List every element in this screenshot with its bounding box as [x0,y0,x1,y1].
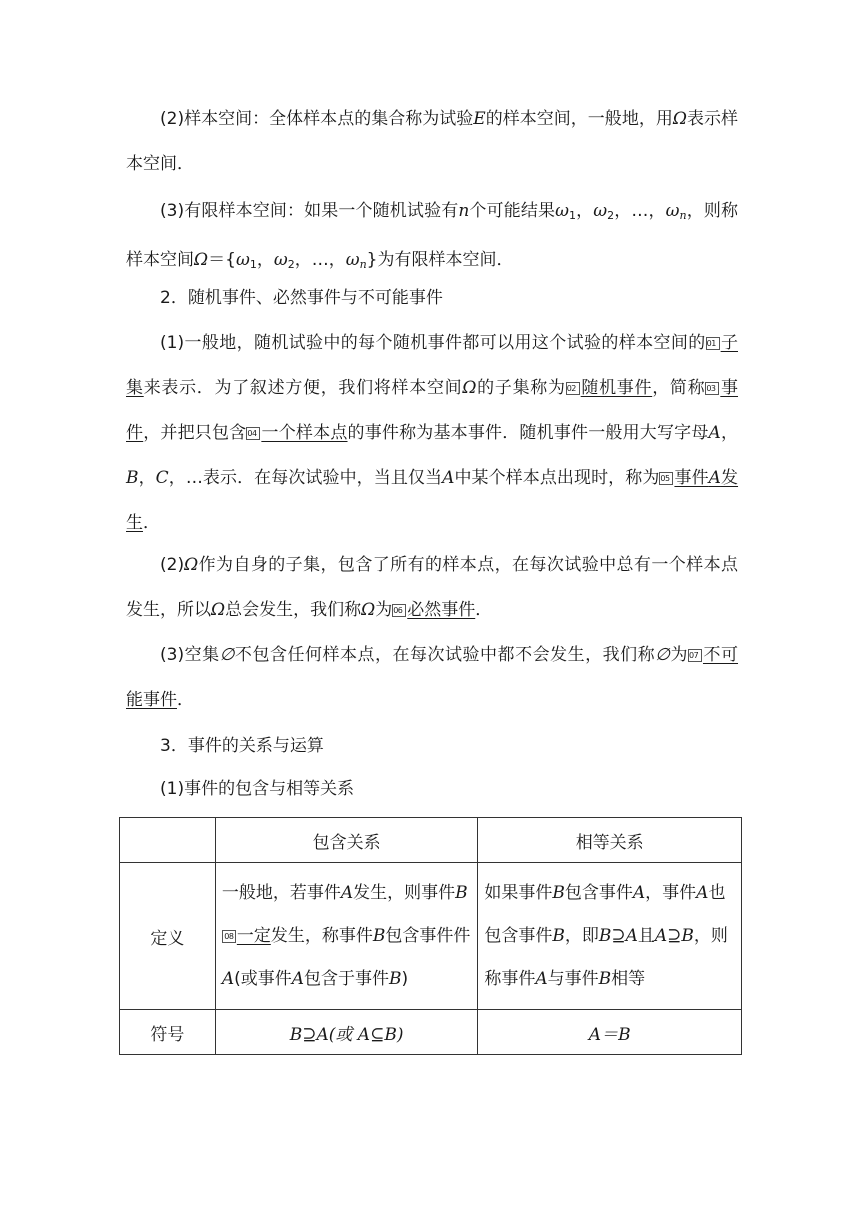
para-sample-space [126,97,738,187]
math-A: A [340,882,354,903]
math-A: A [291,968,305,989]
text: ， [294,250,312,270]
text: ，则称事件 [484,925,728,989]
math-B: B [552,925,565,946]
text: 个可能结果 [469,201,556,221]
section-heading-3: 3．事件的关系与运算 [160,736,324,756]
text: 事件 [674,468,709,488]
text: 发生，则事件 [353,882,456,903]
text: }为有限样本空间． [366,250,514,270]
text: ，简称 [652,378,706,398]
text: (1)一般地，随机试验中的每个随机事件都可以用这个试验的样本空间的 [160,333,706,353]
math-omega: Ω [672,109,687,129]
math-B: B [455,882,468,903]
text: (3)空集 [160,645,220,665]
math-B: B [372,925,386,946]
text: ，…表示．在每次试验中，当且仅当 [168,468,443,488]
text: 来表示．为了叙述方便，我们将样本空间 [143,378,463,398]
subscript: 1 [249,258,257,271]
text: ， [575,201,594,221]
subsection-heading-3-1: (1)事件的包含与相等关系 [160,779,355,799]
math-A: A [221,968,235,989]
text: 中某个样本点出现时，称为 [454,468,660,488]
event-relation-table [119,817,742,1055]
text: ，则称样本空间 [126,201,739,270]
math-omega: Ω [361,600,376,620]
text: ， [720,423,739,443]
text: ，即 [564,925,599,946]
math-omega-lower: ω [273,250,288,270]
table-cell-definition-equality [478,863,742,1010]
text: 的子集称为 [476,378,566,398]
math-relation: A⊇B [654,925,694,946]
table-row [120,1010,742,1055]
blank-number-badge: 08 [222,930,236,943]
math-omega: Ω [194,250,209,270]
answer-blank: 随机事件 [580,378,653,398]
math-B: B [598,968,612,989]
math-omega: Ω [211,600,226,620]
subscript: n [359,258,367,271]
text: ． [143,513,160,533]
text: 一般地，若事件 [221,882,341,903]
subscript: 1 [568,209,576,222]
text: ． [475,600,493,620]
text: 包含事件 [385,925,454,946]
para-impossible-event [126,633,738,723]
math-empty-set: ∅ [219,645,235,665]
text: 与事件 [547,968,599,989]
text: 也包含事件 [484,882,726,946]
text: 作为自身的子集，包含了所有的样本点，在每次试验中总有一个样本点发生，所以 [126,555,738,620]
text: 不包含任何样本点，在每次试验中都不会发生，我们称 [234,645,656,665]
text: ， [328,250,346,270]
text: 发生，称事件 [270,925,373,946]
text: 的样本空间，一般地，用 [485,109,673,129]
text: ，事件 [645,882,697,903]
text: ， [138,468,156,488]
math-omega-lower: ω [555,201,569,221]
math-relation: B⊇A [598,925,638,946]
blank-number-badge: 05 [659,472,673,485]
subscript: 2 [607,209,615,222]
text: 如果事件 [484,882,553,903]
answer-blank: 不可能事件 [126,645,739,710]
math-omega-lower: ω [665,201,680,221]
math-A: A [696,882,709,903]
answer-blank: 一个样本点 [261,423,348,443]
answer-blank: 必然事件 [407,600,476,620]
table-cell-definition-inclusion [215,863,478,1010]
table-header-cell: 包含关系 [215,818,478,863]
math-B: B [552,882,565,903]
blank-number-badge: 01 [706,337,720,350]
answer-blank: 子集 [126,333,738,398]
text: (或事件 [234,968,292,989]
text: ． [177,690,194,710]
para-finite-sample-space [126,189,738,287]
blank-number-badge: 04 [246,427,260,440]
math-A: A [708,423,721,443]
section-heading-2: 2．随机事件、必然事件与不可能事件 [160,288,443,308]
math-C: C [155,468,169,488]
table-row [120,863,742,1010]
text: 为 [669,645,688,665]
text: 的事件称为基本事件．随机事件一般用大写字母 [347,423,709,443]
text: (2)样本空间：全体样本点的集合称为试验 [160,109,474,129]
text: 为 [375,600,393,620]
math-omega-lower: ω [345,250,360,270]
text: ) [401,968,409,989]
row-label: 定义 [120,863,216,1010]
math-A: A [708,468,721,488]
blank-number-badge: 06 [392,604,406,617]
text: 发生 [126,468,739,533]
math-A: A [535,968,548,989]
math-B: B [389,968,402,989]
math-empty-set: ∅ [655,645,670,665]
math-omega: Ω [462,378,477,398]
text: (3)有限样本空间：如果一个随机试验有 [160,201,459,221]
text: ， [614,201,632,221]
text: ， [256,250,274,270]
subscript: n [679,209,687,222]
math-omega: Ω [184,555,199,575]
text: 总会发生，我们称 [225,600,362,620]
text: ，并把只包含 [143,423,247,443]
blank-number-badge: 07 [688,649,702,662]
para-certain-event [126,543,738,633]
row-label: 符号 [120,1010,216,1055]
math-E: E [473,109,486,129]
answer-blank: 事件 [126,378,739,443]
math-A: A [442,468,455,488]
text: 且 [637,925,655,946]
text: ＝{ [208,250,236,270]
table-header-row [120,818,742,863]
math-A: A [632,882,646,903]
blank-number-badge: 02 [566,382,580,395]
blank-number-badge: 03 [705,382,719,395]
text: … [311,250,329,270]
text: … [631,201,649,221]
text: 相等 [611,968,646,989]
table-header-empty [120,818,216,863]
subscript: 2 [287,258,295,271]
text: ， [648,201,666,221]
text: 表示样本空间． [126,109,739,174]
math-B: B [126,468,139,488]
text: 件 [453,925,471,946]
answer-blank: 一定 [236,925,271,946]
table-cell-symbol-equality: A＝B [478,1010,742,1055]
math-omega-lower: ω [593,201,608,221]
text: 包含事件 [564,882,633,903]
table-cell-symbol-inclusion: B⊇A(或 A⊆B) [215,1010,478,1055]
table-header-cell: 相等关系 [478,818,742,863]
para-random-event [126,321,738,546]
math-n: n [458,201,470,221]
text: 包含于事件 [304,968,390,989]
text: (2) [160,555,185,575]
math-omega-lower: ω [235,250,250,270]
